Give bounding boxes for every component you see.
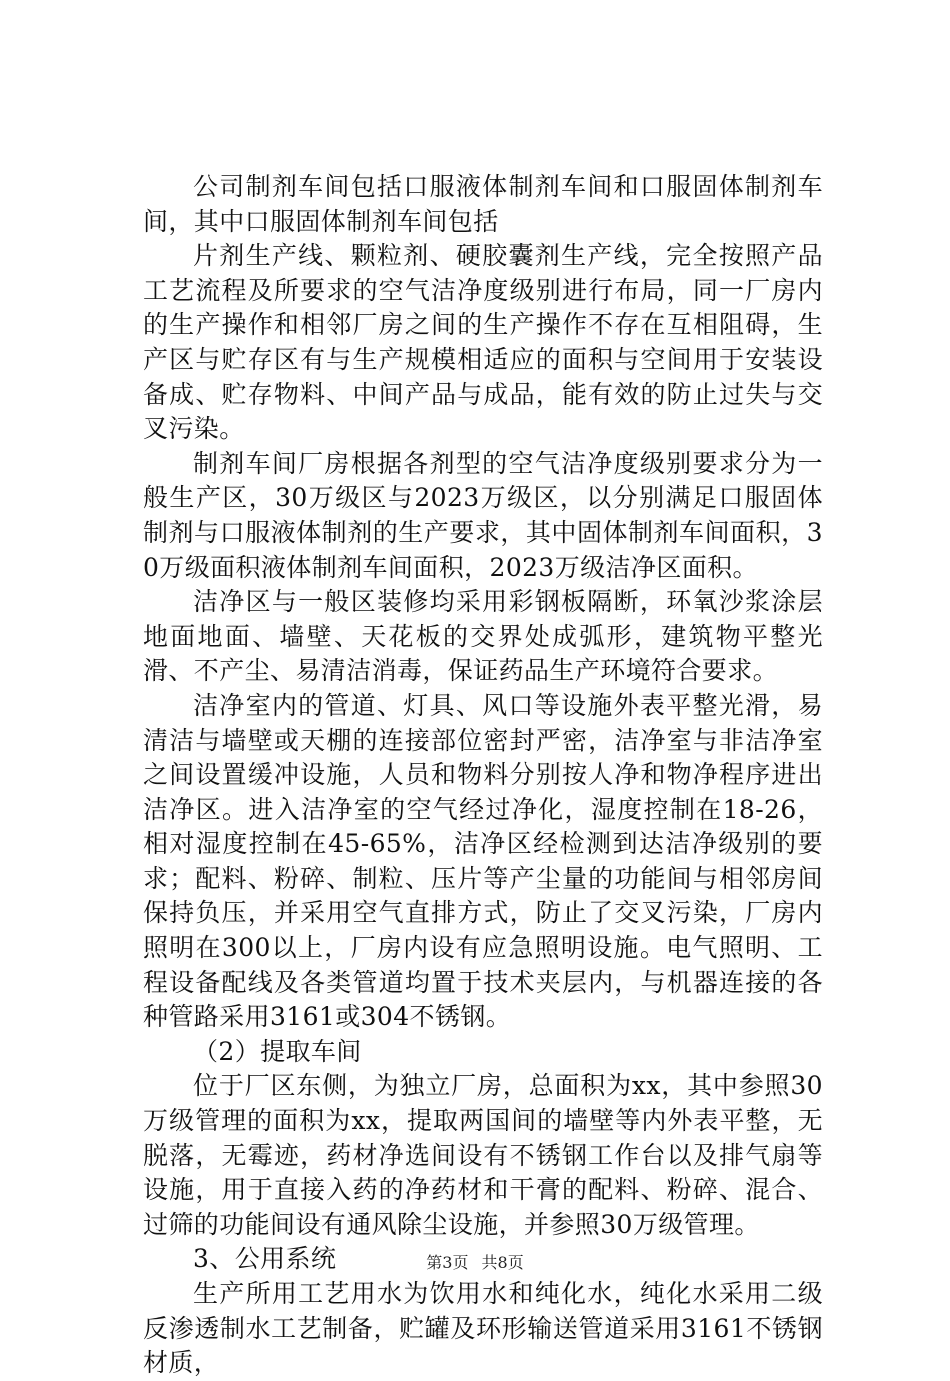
paragraph-clean-room: 洁净室内的管道、灯具、风口等设施外表平整光滑，易清洁与墙壁或天棚的连接部位密封严密，洁净室与非洁净室之间设置缓冲设施，人员和物料分别按人净和物净程序进出洁净区。进入洁净室的空气经过净化，湿度控制在18-26，相对湿度控制在45-65%，洁净区经检测到达洁净级别的要求；配料、粉碎、制粒、压片等产尘量的功能间与相邻房间保持负压，并采用空气直排方式，防止了交叉污染，厂房内照明在300以上，厂房内设有应急照明设施。电气照明、工程设备配线及各类管道均置于技术夹层内，与机器连接的各种管路采用3161或304不锈钢。 (143, 690, 823, 1032)
paragraph-decoration: 洁净区与一般区装修均采用彩钢板隔断，环氧沙浆涂层地面地面、墙壁、天花板的交界处成弧形，建筑物平整光滑、不产尘、易清洁消毒，保证药品生产环境符合要求。 (143, 587, 823, 686)
page-number: 第3页 (426, 1253, 469, 1272)
paragraph-extraction: 位于厂区东侧，为独立厂房，总面积为xx，其中参照30万级管理的面积为xx，提取两国间的墙壁等内外表平整，无脱落，无霉迹，药材净选间设有不锈钢工作台以及排气扇等设施，用于直接入药的净药材和干膏的配料、粉碎、混合、过筛的功能间设有通风除尘设施，并参照30万级管理。 (143, 1071, 823, 1239)
paragraph-production-lines: 片剂生产线、颗粒剂、硬胶囊剂生产线，完全按照产品工艺流程及所要求的空气洁净度级别进行布局，同一厂房内的生产操作和相邻厂房之间的生产操作不存在互相阻碍，生产区与贮存区有与生产规模相适应的面积与空间用于安装设备成、贮存物料、中间产品与成品，能有效的防止过失与交叉污染。 (143, 241, 823, 444)
paragraph-clean-zones: 制剂车间厂房根据各剂型的空气洁净度级别要求分为一般生产区，30万级区与2023万级区，以分别满足口服固体制剂与口服液体制剂的生产要求，其中固体制剂车间面积，30万级面积液体制剂车间面积，2023万级洁净区面积。 (143, 448, 823, 582)
page-total: 共8页 (481, 1253, 524, 1272)
page-footer (0, 1250, 950, 1273)
section-heading-extraction: （2）提取车间 (193, 1036, 362, 1066)
document-body (143, 170, 823, 1381)
paragraph-intro: 公司制剂车间包括口服液体制剂车间和口服固体制剂车间，其中口服固体制剂车间包括 (143, 172, 823, 236)
section-heading-utilities: 3、公用系统 (193, 1244, 337, 1274)
paragraph-water: 生产所用工艺用水为饮用水和纯化水，纯化水采用二级反渗透制水工艺制备，贮罐及环形输送管道采用3161不锈钢材质， (143, 1279, 823, 1378)
